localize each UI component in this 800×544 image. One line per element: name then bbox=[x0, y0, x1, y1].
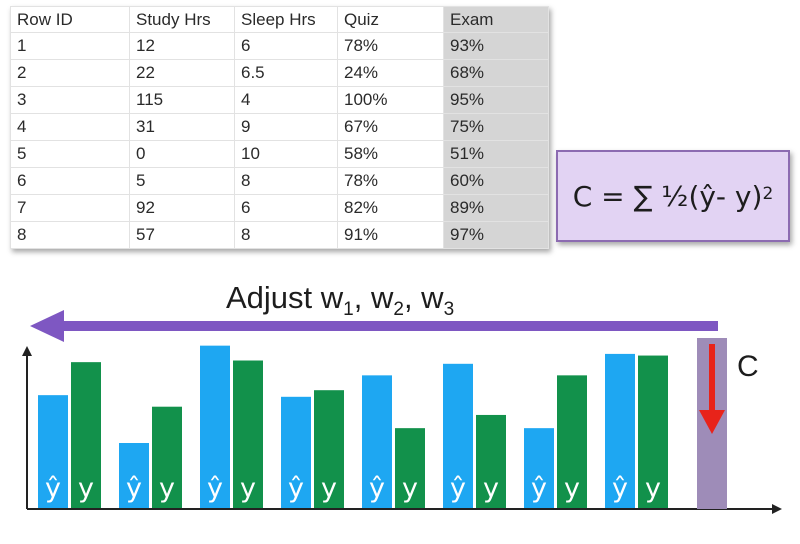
bar-label-y: y bbox=[645, 473, 661, 504]
table-cell: 9 bbox=[235, 114, 338, 141]
table-cell: 58% bbox=[338, 141, 444, 168]
bar-label-yhat: ŷ bbox=[207, 473, 223, 504]
table-cell: 51% bbox=[444, 141, 549, 168]
bar-label-y: y bbox=[483, 473, 499, 504]
adjust-separator-1: , w bbox=[353, 280, 394, 315]
header-sleep-hrs: Sleep Hrs bbox=[235, 7, 338, 33]
table-cell: 1 bbox=[11, 33, 130, 60]
header-quiz: Quiz bbox=[338, 7, 444, 33]
bar-label-y: y bbox=[78, 473, 94, 504]
cost-label: C bbox=[737, 350, 759, 383]
bar-label-yhat: ŷ bbox=[45, 473, 61, 504]
table-cell: 6 bbox=[235, 195, 338, 222]
table-cell: 2 bbox=[11, 60, 130, 87]
cost-indicator bbox=[697, 338, 727, 509]
table-cell: 7 bbox=[11, 195, 130, 222]
table-cell: 91% bbox=[338, 222, 444, 249]
bar-label-yhat: ŷ bbox=[612, 473, 628, 504]
weight-subscript-2: 2 bbox=[393, 299, 404, 321]
cost-formula: C = ∑ ½(ŷ- y) bbox=[572, 179, 763, 213]
table-cell: 60% bbox=[444, 168, 549, 195]
table-cell: 82% bbox=[338, 195, 444, 222]
bar-label-yhat: ŷ bbox=[288, 473, 304, 504]
table-cell: 4 bbox=[11, 114, 130, 141]
bar-label-yhat: ŷ bbox=[126, 473, 142, 504]
table-cell: 5 bbox=[11, 141, 130, 168]
table-cell: 89% bbox=[444, 195, 549, 222]
backprop-arrowhead bbox=[30, 310, 64, 342]
weight-subscript-1: 1 bbox=[343, 299, 354, 321]
header-study-hrs: Study Hrs bbox=[130, 7, 235, 33]
table-cell: 68% bbox=[444, 60, 549, 87]
bar-label-y: y bbox=[240, 473, 256, 504]
header-row-id: Row ID bbox=[11, 7, 130, 33]
table-cell: 12 bbox=[130, 33, 235, 60]
table-cell: 0 bbox=[130, 141, 235, 168]
table-cell: 6 bbox=[11, 168, 130, 195]
backprop-arrow bbox=[30, 310, 718, 342]
header-exam: Exam bbox=[444, 7, 549, 33]
bar-label-y: y bbox=[159, 473, 175, 504]
table-cell: 5 bbox=[130, 168, 235, 195]
table-cell: 31 bbox=[130, 114, 235, 141]
table-cell: 6 bbox=[235, 33, 338, 60]
table-cell: 10 bbox=[235, 141, 338, 168]
table-cell: 93% bbox=[444, 33, 549, 60]
weight-subscript-3: 3 bbox=[443, 299, 455, 321]
bar-label-y: y bbox=[402, 473, 418, 504]
bar-series bbox=[38, 346, 668, 509]
bar-label-yhat: ŷ bbox=[531, 473, 547, 504]
table-cell: 8 bbox=[235, 168, 338, 195]
table-cell: 8 bbox=[11, 222, 130, 249]
table-cell: 75% bbox=[444, 114, 549, 141]
bar-label-y: y bbox=[321, 473, 337, 504]
table-cell: 97% bbox=[444, 222, 549, 249]
table-cell: 115 bbox=[130, 87, 235, 114]
table-cell: 78% bbox=[338, 33, 444, 60]
bar-label-yhat: ŷ bbox=[369, 473, 385, 504]
table-cell: 100% bbox=[338, 87, 444, 114]
table-cell: 3 bbox=[11, 87, 130, 114]
table-cell: 6.5 bbox=[235, 60, 338, 87]
table-cell: 8 bbox=[235, 222, 338, 249]
table-cell: 22 bbox=[130, 60, 235, 87]
table-cell: 78% bbox=[338, 168, 444, 195]
table-cell: 24% bbox=[338, 60, 444, 87]
table-cell: 95% bbox=[444, 87, 549, 114]
bar-label-yhat: ŷ bbox=[450, 473, 466, 504]
adjust-separator-2: , w bbox=[403, 280, 444, 315]
cost-formula-exponent: 2 bbox=[762, 184, 774, 204]
adjust-prefix: Adjust w bbox=[226, 280, 344, 315]
bar-label-y: y bbox=[564, 473, 580, 504]
table-cell: 57 bbox=[130, 222, 235, 249]
table-cell: 67% bbox=[338, 114, 444, 141]
table-cell: 92 bbox=[130, 195, 235, 222]
table-cell: 4 bbox=[235, 87, 338, 114]
